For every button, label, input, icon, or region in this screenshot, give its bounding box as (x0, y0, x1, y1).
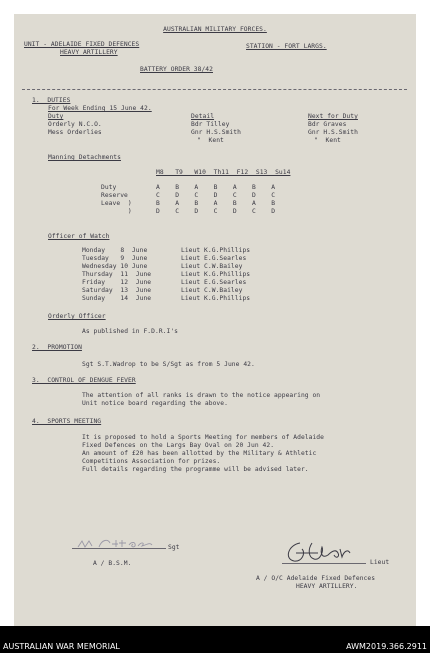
watch-officer: Lieut C.W.Bailey (181, 287, 243, 294)
footer-credit: AUSTRALIAN WAR MEMORIAL (3, 642, 120, 651)
orderly-officer-text: As published in F.D.R.I's (82, 328, 179, 335)
signature-line-left (72, 548, 166, 549)
watch-officer: Lieut K.G.Phillips (181, 295, 251, 302)
right-title-1: A / O/C Adelaide Fixed Defences (256, 575, 376, 582)
manning-row-cells: B A B A B A B (156, 200, 276, 207)
manning-row-cells: C D C D C D C (156, 192, 276, 199)
sports-line: Competitions Association for prizes. (82, 458, 221, 465)
week-ending: For Week Ending 15 June 42. (48, 105, 152, 112)
watch-day: Sunday 14 June (82, 295, 152, 302)
sports-line: Full details regarding the programme will be advised later. (82, 466, 309, 473)
manning-row-label: Leave ) (101, 200, 132, 207)
watch-day: Tuesday 9 June (82, 255, 148, 262)
manning-columns: M8 T9 W10 Th11 F12 S13 Su14 (156, 169, 291, 176)
duty-cell: Mess Orderlies (48, 129, 102, 136)
document-org: AUSTRALIAN MILITARY FORCES. (163, 26, 267, 33)
manning-row-cells: D C D C D C D (156, 208, 276, 215)
duty-cell: Orderly N.C.O. (48, 121, 102, 128)
unit-line: UNIT - ADELAIDE FIXED DEFENCES (24, 41, 140, 48)
col-detail: Detail (191, 113, 215, 120)
dengue-line: Unit notice board regarding the above. (82, 400, 228, 407)
bsm-signature (72, 533, 172, 553)
detail-cell: Gnr H.S.Smith (191, 129, 241, 136)
footer-accession: AWM2019.366.2911 (346, 642, 427, 651)
promotion-text: Sgt S.T.Wadrop to be S/Sgt as from 5 June 42. (82, 361, 255, 368)
detail-cell: Bdr Tilley (191, 121, 230, 128)
section-heading-promotion: 2. PROMOTION (32, 344, 82, 351)
watch-officer: Lieut C.W.Bailey (181, 263, 243, 270)
signature-line-right (282, 563, 366, 564)
section-heading-dengue: 3. CONTROL OF DENGUE FEVER (32, 377, 136, 384)
watch-day: Thursday 11 June (82, 271, 152, 278)
battery-order: BATTERY ORDER 38/42 (140, 66, 213, 73)
watch-day: Friday 12 June (82, 279, 152, 286)
manning-row-label: Reserve (101, 192, 128, 199)
section-heading-sports: 4. SPORTS MEETING (32, 418, 102, 425)
watch-officer: Lieut E.G.Searles (181, 255, 247, 262)
dengue-line: The attention of all ranks is drawn to the notice appearing on (82, 392, 321, 399)
watch-officer: Lieut K.G.Phillips (181, 247, 251, 254)
next-cell: Bdr Graves (308, 121, 347, 128)
watch-day: Monday 8 June (82, 247, 148, 254)
right-title-2: HEAVY ARTILLERY. (296, 583, 358, 590)
left-rank: Sgt (168, 544, 180, 551)
right-rank: Lieut (370, 559, 390, 566)
next-cell: " Kent (314, 137, 341, 144)
watch-officer: Lieut K.G.Phillips (181, 271, 251, 278)
sports-line: Fixed Defences on the Largs Bay Oval on 20 Jun 42. (82, 442, 275, 449)
watch-officer: Lieut E.G.Searles (181, 279, 247, 286)
next-cell: Gnr H.S.Smith (308, 129, 358, 136)
divider (22, 89, 407, 90)
left-title: A / B.S.M. (93, 560, 132, 567)
sports-line: An amount of £20 has been allotted by the Military & Athletic (82, 450, 317, 457)
col-next: Next for Duty (308, 113, 358, 120)
manning-row-label: Duty (101, 184, 117, 191)
officer-of-watch-title: Officer of Watch (48, 233, 110, 240)
orderly-officer-title: Orderly Officer (48, 313, 106, 320)
footer-bar (0, 626, 430, 653)
watch-day: Saturday 13 June (82, 287, 152, 294)
col-duty: Duty (48, 113, 64, 120)
sports-line: It is proposed to hold a Sports Meeting for members of Adelaide (82, 434, 324, 441)
manning-row-label: ) (101, 208, 132, 215)
watch-day: Wednesday 10 June (82, 263, 148, 270)
unit-line-2: HEAVY ARTILLERY (60, 49, 118, 56)
detail-cell: " Kent (197, 137, 224, 144)
section-heading-duties: 1. DUTIES (32, 97, 71, 104)
station: STATION - FORT LARGS. (246, 43, 327, 50)
manning-row-cells: A B A B A B A (156, 184, 276, 191)
manning-title: Manning Detachments (48, 154, 121, 161)
